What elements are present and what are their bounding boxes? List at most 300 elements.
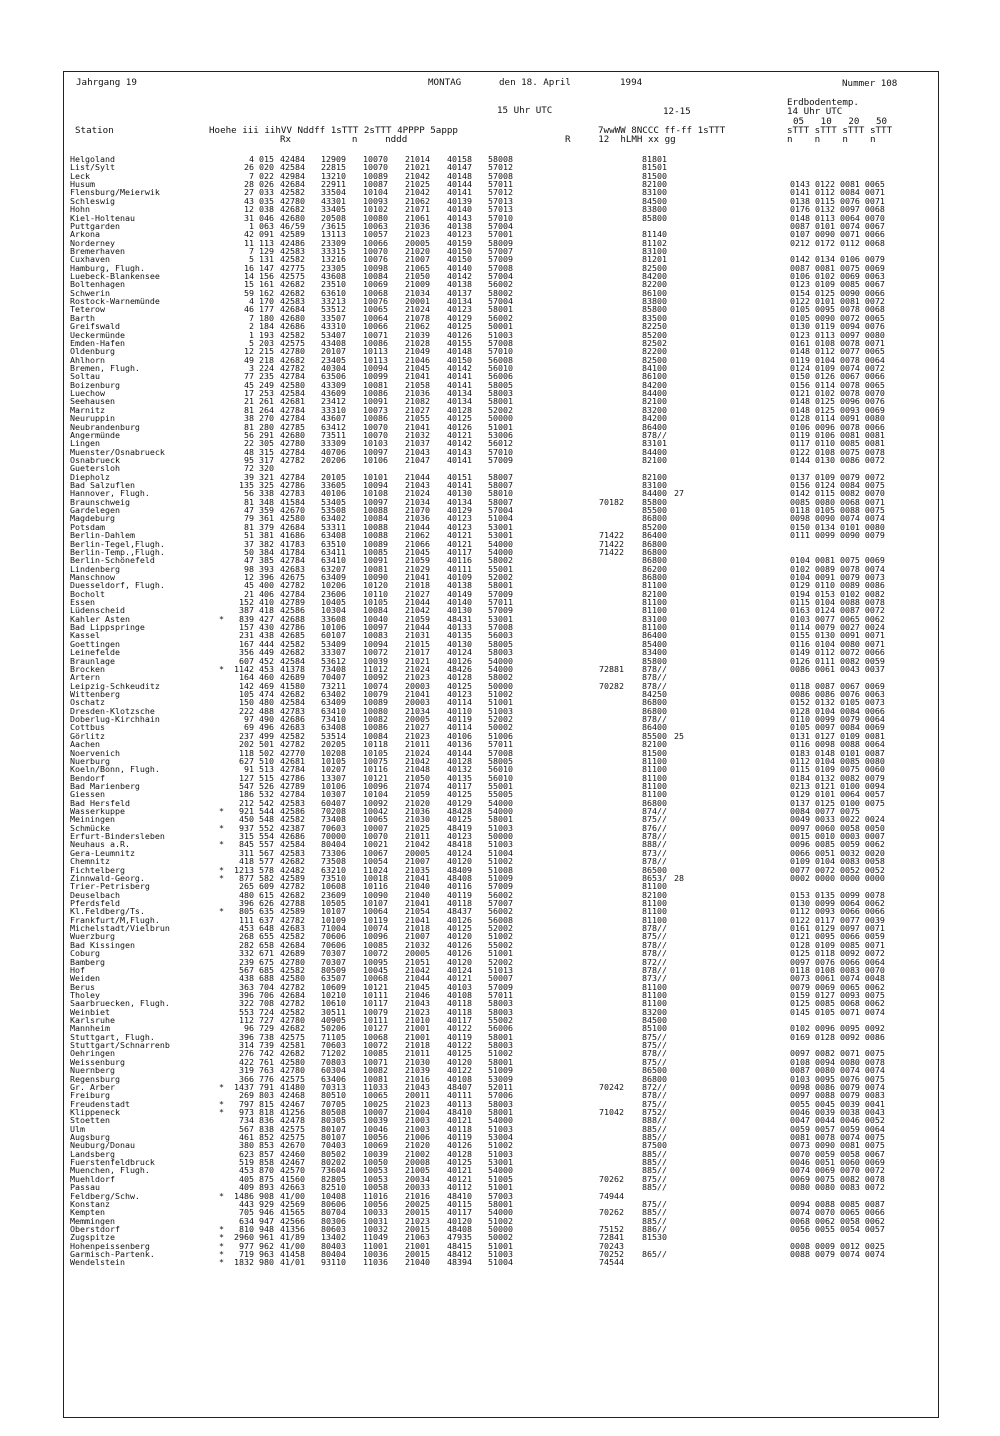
cell-ez: 0073 0061 0074 0048 bbox=[790, 973, 885, 984]
cell-name: Koeln/Bonn, Flugh. bbox=[70, 764, 160, 775]
cell-hoehe: 387 bbox=[239, 605, 254, 616]
cell-s1: 10102 bbox=[363, 204, 388, 215]
cell-iihvv: 41/01 bbox=[280, 1257, 305, 1268]
cell-hoehe: 1213 bbox=[234, 864, 254, 875]
cell-s1: 10068 bbox=[363, 1031, 388, 1042]
cell-iihvv: 42780 bbox=[280, 438, 305, 449]
cell-name: Saarbruecken, Flugh. bbox=[70, 998, 170, 1009]
cell-s2: 21040 bbox=[405, 881, 430, 892]
cell-iihvv: 42387 bbox=[280, 822, 305, 833]
cell-name: Bad Lippspringe bbox=[70, 622, 145, 633]
cell-ap: 58007 bbox=[488, 480, 513, 491]
cell-name: Osnabrueck bbox=[70, 454, 120, 465]
cell-name: Memmingen bbox=[70, 1215, 115, 1226]
cell-hoehe: 43 bbox=[244, 195, 254, 206]
cell-nddff: 60407 bbox=[321, 797, 346, 808]
cell-hoehe: 567 bbox=[239, 1123, 254, 1134]
cell-iihvv: 42582 bbox=[280, 814, 305, 825]
cell-ap: 50000 bbox=[488, 680, 513, 691]
cell-s2: 21005 bbox=[405, 1165, 430, 1176]
cell-iihvv: 42689 bbox=[280, 672, 305, 683]
cell-ww: 70182 bbox=[599, 496, 624, 507]
cell-hoehe: 405 bbox=[239, 1173, 254, 1184]
cell-nc: 878// bbox=[642, 831, 667, 842]
cell-iihvv: 42583 bbox=[280, 847, 305, 858]
cell-hoehe: 311 bbox=[239, 847, 254, 858]
cell-hoehe: 1142 bbox=[234, 663, 254, 674]
cell-iii: 317 bbox=[259, 454, 274, 465]
cell-s1: 10089 bbox=[363, 697, 388, 708]
cell-hoehe: 443 bbox=[239, 1198, 254, 1209]
cell-ap: 58001 bbox=[488, 1198, 513, 1209]
cell-ez: 0002 0000 0000 0000 bbox=[790, 872, 885, 883]
cell-s1: 10086 bbox=[363, 722, 388, 733]
cell-s2: 21044 bbox=[405, 597, 430, 608]
cell-nc: 85200 bbox=[642, 329, 667, 340]
cell-ez: 0150 0126 0067 0066 bbox=[790, 371, 885, 382]
cell-mark: * bbox=[219, 872, 224, 883]
cell-nc: 81201 bbox=[642, 254, 667, 265]
cell-name: Emden-Hafen bbox=[70, 337, 125, 348]
cell-nc: 86800 bbox=[642, 571, 667, 582]
cell-s2: 21011 bbox=[405, 1048, 430, 1059]
cell-iii: 857 bbox=[259, 1148, 274, 1159]
cell-mark: * bbox=[219, 1106, 224, 1117]
cell-nc: 85800 bbox=[642, 496, 667, 507]
cell-s1: 10119 bbox=[363, 914, 388, 925]
cell-hoehe: 7 bbox=[249, 170, 254, 181]
cell-name: Mannheim bbox=[70, 1023, 110, 1034]
cell-s2: 21041 bbox=[405, 371, 430, 382]
cell-p4: 40124 bbox=[447, 647, 472, 658]
cell-p4: 40138 bbox=[447, 580, 472, 591]
cell-iihvv: 42780 bbox=[280, 346, 305, 357]
cell-iihvv: 41565 bbox=[280, 1207, 305, 1218]
cell-ap: 57009 bbox=[488, 254, 513, 265]
cell-ap: 53001 bbox=[488, 521, 513, 532]
cell-ap: 57007 bbox=[488, 245, 513, 256]
cell-s1: 10081 bbox=[363, 563, 388, 574]
cell-s1: 11024 bbox=[363, 864, 388, 875]
cell-nddff: 73510 bbox=[321, 872, 346, 883]
cell-p4: 40138 bbox=[447, 279, 472, 290]
cell-hoehe: 21 bbox=[244, 588, 254, 599]
cell-name: Aachen bbox=[70, 739, 100, 750]
cell-nc: 82500 bbox=[642, 262, 667, 273]
cell-iii: 156 bbox=[259, 271, 274, 282]
cell-iii: 131 bbox=[259, 254, 274, 265]
cell-ez: 0056 0055 0054 0057 bbox=[790, 1224, 885, 1234]
cell-iihvv: 42786 bbox=[280, 480, 305, 491]
cell-p4: 40120 bbox=[447, 1056, 472, 1067]
cell-name: Oberstdorf bbox=[70, 1224, 120, 1234]
cell-ap: 58001 bbox=[488, 814, 513, 825]
cell-p4: 40112 bbox=[447, 1182, 472, 1193]
cell-s1: 10076 bbox=[363, 296, 388, 307]
cell-ap: 58002 bbox=[488, 555, 513, 566]
cell-nddff: 63402 bbox=[321, 689, 346, 699]
cell-mark: * bbox=[219, 806, 224, 817]
cell-name: Berus bbox=[70, 981, 95, 992]
cell-nddff: 10610 bbox=[321, 998, 346, 1009]
cell-iihvv: 42682 bbox=[280, 889, 305, 900]
cell-nc: 81100 bbox=[642, 998, 667, 1009]
cell-p4: 40118 bbox=[447, 1123, 472, 1134]
cell-iihvv: 41784 bbox=[280, 546, 305, 557]
cell-hoehe: 50 bbox=[244, 546, 254, 557]
cell-iihvv: 42784 bbox=[280, 588, 305, 599]
cell-p4: 40118 bbox=[447, 998, 472, 1009]
cell-name: Wuerzburg bbox=[70, 931, 115, 942]
cell-nddff: 10207 bbox=[321, 764, 346, 775]
cell-s2: 21046 bbox=[405, 989, 430, 1000]
cell-ww: 72841 bbox=[599, 1232, 624, 1243]
cell-ap: 54000 bbox=[488, 655, 513, 666]
cell-hoehe: 212 bbox=[239, 797, 254, 808]
cell-name: Braunschweig bbox=[70, 496, 130, 507]
cell-ez: 0098 0090 0074 0074 bbox=[790, 513, 885, 524]
cell-ap: 56012 bbox=[488, 438, 513, 449]
cell-name: Gardelegen bbox=[70, 505, 120, 516]
cell-ap: 51003 bbox=[488, 329, 513, 340]
cell-p4: 40126 bbox=[447, 914, 472, 925]
cell-hoehe: 319 bbox=[239, 1065, 254, 1076]
cell-iii: 305 bbox=[259, 438, 274, 449]
cell-nddff: 22911 bbox=[321, 179, 346, 190]
cell-s2: 20034 bbox=[405, 1173, 430, 1184]
cell-s1: 10081 bbox=[363, 379, 388, 390]
cell-iihvv: 42688 bbox=[280, 613, 305, 624]
cell-nddff: 12909 bbox=[321, 154, 346, 164]
cell-iii: 215 bbox=[259, 346, 274, 357]
cell-s1: 10086 bbox=[363, 413, 388, 424]
cell-iii: 708 bbox=[259, 998, 274, 1009]
cell-hoehe: 22 bbox=[244, 438, 254, 449]
cell-hoehe: 797 bbox=[239, 1098, 254, 1109]
cell-iii: 637 bbox=[259, 914, 274, 925]
cell-s1: 10025 bbox=[363, 1098, 388, 1109]
cell-p4: 40136 bbox=[447, 739, 472, 750]
cell-iihvv: 42782 bbox=[280, 981, 305, 992]
cell-hoehe: 47 bbox=[244, 555, 254, 566]
cell-ap: 57008 bbox=[488, 170, 513, 181]
cell-p4: 40128 bbox=[447, 404, 472, 415]
cell-p4: 40138 bbox=[447, 220, 472, 231]
cell-hoehe: 239 bbox=[239, 956, 254, 967]
cell-s1: 10089 bbox=[363, 538, 388, 549]
cell-nc: 81100 bbox=[642, 780, 667, 791]
cell-ap: 58001 bbox=[488, 304, 513, 315]
cell-nddff: 73211 bbox=[321, 680, 346, 691]
cell-iii: 490 bbox=[259, 714, 274, 725]
cell-ez: 0105 0090 0072 0065 bbox=[790, 312, 885, 323]
cell-s1: 10053 bbox=[363, 1165, 388, 1176]
cell-ez: 0046 0051 0060 0069 bbox=[790, 1157, 885, 1168]
cell-ap: 50000 bbox=[488, 831, 513, 842]
cell-ez: 0084 0077 0075 bbox=[790, 806, 860, 817]
cell-nc: 86500 bbox=[642, 864, 667, 875]
cell-iii: 063 bbox=[259, 220, 274, 231]
cell-name: Muehldorf bbox=[70, 1173, 115, 1184]
cell-nddff: 53405 bbox=[321, 496, 346, 507]
cell-hoehe: 39 bbox=[244, 471, 254, 482]
cell-s2: 21047 bbox=[405, 454, 430, 465]
cell-nc: 84500 bbox=[642, 1015, 667, 1026]
cell-name: Diepholz bbox=[70, 471, 110, 482]
cell-s2: 21044 bbox=[405, 521, 430, 532]
soil-temp-utc: 14 Uhr UTC bbox=[787, 106, 843, 117]
cell-name: Pferdsfeld bbox=[70, 897, 120, 908]
cell-nddff: 71004 bbox=[321, 923, 346, 934]
cell-name: Feldberg/Schw. bbox=[70, 1190, 140, 1201]
cell-nc: 81100 bbox=[642, 981, 667, 992]
cell-nc: 85800 bbox=[642, 212, 667, 223]
cell-iii: 908 bbox=[259, 1190, 274, 1201]
cell-ap: 51006 bbox=[488, 730, 513, 741]
cell-nc: 82100 bbox=[642, 471, 667, 482]
cell-hoehe: 157 bbox=[239, 622, 254, 633]
cell-s2: 21036 bbox=[405, 220, 430, 231]
cell-s2: 21014 bbox=[405, 154, 430, 164]
cell-s1: 10111 bbox=[363, 1015, 388, 1026]
cell-iihvv: 42784 bbox=[280, 471, 305, 482]
cell-ez: 0087 0101 0074 0067 bbox=[790, 220, 885, 231]
cell-nc: 87500 bbox=[642, 1140, 667, 1151]
cell-hoehe: 380 bbox=[239, 1140, 254, 1151]
cell-ez: 0049 0033 0022 0024 bbox=[790, 814, 885, 825]
cell-s2: 21043 bbox=[405, 446, 430, 457]
cell-name: Frankfurt/M,Flugh. bbox=[70, 914, 160, 925]
cell-hoehe: 418 bbox=[239, 856, 254, 867]
cell-name: Nuerburg bbox=[70, 755, 110, 766]
cell-iihvv: 42589 bbox=[280, 229, 305, 240]
cell-ez: 0087 0081 0075 0069 bbox=[790, 262, 885, 273]
cell-iii: 033 bbox=[259, 187, 274, 198]
cell-iii: 727 bbox=[259, 1015, 274, 1026]
cell-s2: 21020 bbox=[405, 245, 430, 256]
cell-ez: 0102 0096 0095 0092 bbox=[790, 1023, 885, 1034]
cell-ap: 51008 bbox=[488, 864, 513, 875]
cell-iihvv: 42782 bbox=[280, 580, 305, 591]
cell-s2: 21030 bbox=[405, 1056, 430, 1067]
cell-nc: 85800 bbox=[642, 304, 667, 315]
cell-s2: 21001 bbox=[405, 1031, 430, 1042]
cell-hoehe: 519 bbox=[239, 1157, 254, 1168]
cell-nc: 81100 bbox=[642, 881, 667, 892]
cell-ez: 0073 0090 0081 0075 bbox=[790, 1140, 885, 1151]
cell-nddff: 10105 bbox=[321, 755, 346, 766]
cell-nc: 86400 bbox=[642, 530, 667, 541]
cell-ez: 0059 0057 0059 0064 bbox=[790, 1123, 885, 1134]
cell-nc: 81100 bbox=[642, 906, 667, 917]
cell-ez: 0143 0122 0081 0065 bbox=[790, 179, 885, 190]
cell-ez: 0066 0051 0032 0020 bbox=[790, 847, 885, 858]
cell-name: Guetersloh bbox=[70, 463, 120, 474]
cell-iihvv: 42586 bbox=[280, 605, 305, 616]
cell-ez: 0148 0125 0093 0069 bbox=[790, 404, 885, 415]
cell-ez: 0183 0148 0101 0087 bbox=[790, 747, 885, 758]
cell-ez: 0105 0097 0084 0069 bbox=[790, 722, 885, 733]
cell-hoehe: 105 bbox=[239, 689, 254, 699]
cell-s1: 10054 bbox=[363, 856, 388, 867]
cell-hoehe: 7 bbox=[249, 245, 254, 256]
cell-p4: 40120 bbox=[447, 856, 472, 867]
cell-nc: 86800 bbox=[642, 555, 667, 566]
cell-ez: 0103 0095 0076 0075 bbox=[790, 1073, 885, 1084]
cell-ap: 58010 bbox=[488, 488, 513, 499]
cell-mark: * bbox=[219, 1081, 224, 1092]
cell-iii: 502 bbox=[259, 747, 274, 758]
cell-p4: 40128 bbox=[447, 1148, 472, 1159]
cell-nc: 885// bbox=[642, 1148, 667, 1159]
cell-iihvv: 42583 bbox=[280, 296, 305, 307]
table-row bbox=[70, 456, 932, 464]
cell-s1: 11036 bbox=[363, 1257, 388, 1268]
cell-s2: 21041 bbox=[405, 421, 430, 432]
cell-ap: 57009 bbox=[488, 588, 513, 599]
cell-s1: 10080 bbox=[363, 705, 388, 716]
cell-nddff: 23609 bbox=[321, 889, 346, 900]
cell-ap: 57012 bbox=[488, 187, 513, 198]
cell-name: Lüdenscheid bbox=[70, 605, 125, 616]
cell-s2: 21020 bbox=[405, 1140, 430, 1151]
cell-p4: 40123 bbox=[447, 689, 472, 699]
cell-nddff: 70606 bbox=[321, 939, 346, 950]
cell-p4: 40122 bbox=[447, 1065, 472, 1076]
cell-ez: 0116 0104 0080 0071 bbox=[790, 638, 885, 649]
cell-ez: 0109 0104 0083 0058 bbox=[790, 856, 885, 867]
cell-iihvv: 42584 bbox=[280, 839, 305, 850]
cell-nddff: 63610 bbox=[321, 287, 346, 298]
cell-name: Gr. Arber bbox=[70, 1081, 115, 1092]
cell-hoehe: 77 bbox=[244, 371, 254, 382]
cell-p4: 40149 bbox=[447, 588, 472, 599]
cell-iihvv: 41356 bbox=[280, 1224, 305, 1234]
cell-hoehe: 839 bbox=[239, 613, 254, 624]
cell-nc: 878// bbox=[642, 948, 667, 959]
cell-name: Hannover, Flugh. bbox=[70, 488, 150, 499]
cell-ap: 57004 bbox=[488, 220, 513, 231]
cell-s2: 21044 bbox=[405, 622, 430, 633]
cell-iihvv: 42663 bbox=[280, 1182, 305, 1193]
cell-name: Bamberg bbox=[70, 956, 105, 967]
cell-p4: 40119 bbox=[447, 1031, 472, 1042]
cell-ap: 58005 bbox=[488, 638, 513, 649]
cell-nddff: 43309 bbox=[321, 379, 346, 390]
cell-s1: 10105 bbox=[363, 597, 388, 608]
cell-hoehe: 480 bbox=[239, 889, 254, 900]
cell-p4: 40108 bbox=[447, 1073, 472, 1084]
cell-nddff: 33213 bbox=[321, 296, 346, 307]
cell-iii: 980 bbox=[259, 1257, 274, 1268]
cell-iii: 963 bbox=[259, 1249, 274, 1260]
cell-s2: 21023 bbox=[405, 672, 430, 683]
cell-name: Weissenburg bbox=[70, 1056, 125, 1067]
cell-name: Michelstadt/Vielbrun bbox=[70, 923, 170, 934]
cell-iii: 852 bbox=[259, 1132, 274, 1143]
cell-s1: 10067 bbox=[363, 847, 388, 858]
cell-nc: 875// bbox=[642, 1056, 667, 1067]
cell-ez: 0047 0044 0046 0052 bbox=[790, 1115, 885, 1126]
cell-s1: 10094 bbox=[363, 480, 388, 491]
cell-name: Luebeck-Blankensee bbox=[70, 271, 160, 282]
cell-iihvv: 42786 bbox=[280, 622, 305, 633]
cell-iihvv: 42670 bbox=[280, 505, 305, 516]
cell-nddff: 70403 bbox=[321, 1140, 346, 1151]
cell-iihvv: 42682 bbox=[280, 1048, 305, 1059]
cell-ez: 0117 0110 0085 0081 bbox=[790, 438, 885, 449]
cell-p4: 40111 bbox=[447, 563, 472, 574]
cell-iihvv: 42584 bbox=[280, 162, 305, 173]
cell-s2: 21023 bbox=[405, 1215, 430, 1226]
cell-iihvv: 42784 bbox=[280, 789, 305, 800]
cell-s1: 10095 bbox=[363, 956, 388, 967]
cell-iihvv: 42582 bbox=[280, 931, 305, 942]
cell-iihvv: 42689 bbox=[280, 948, 305, 959]
cell-nc: 83400 bbox=[642, 647, 667, 658]
cell-iihvv: 42575 bbox=[280, 1123, 305, 1134]
cell-s2: 21004 bbox=[405, 1106, 430, 1117]
cell-ap: 58003 bbox=[488, 1098, 513, 1109]
cell-p4: 40121 bbox=[447, 1173, 472, 1184]
cell-p4: 40130 bbox=[447, 638, 472, 649]
cell-ez: 0148 0113 0064 0070 bbox=[790, 212, 885, 223]
cell-iihvv: 42682 bbox=[280, 647, 305, 658]
cell-s1: 10086 bbox=[363, 388, 388, 399]
cell-name: Landsberg bbox=[70, 1148, 115, 1159]
cell-name: Braunlage bbox=[70, 655, 115, 666]
cell-iihvv: 42582 bbox=[280, 187, 305, 198]
cell-hoehe: 59 bbox=[244, 287, 254, 298]
cell-p4: 40106 bbox=[447, 730, 472, 741]
cell-p4: 40133 bbox=[447, 622, 472, 633]
cell-iii: 532 bbox=[259, 789, 274, 800]
cell-s2: 21043 bbox=[405, 1081, 430, 1092]
cell-ww: 70252 bbox=[599, 1249, 624, 1260]
cell-s1: 10094 bbox=[363, 638, 388, 649]
cell-name: Luechow bbox=[70, 388, 105, 399]
cell-ap: 54000 bbox=[488, 1207, 513, 1218]
cell-iii: 567 bbox=[259, 847, 274, 858]
cell-iii: 803 bbox=[259, 1090, 274, 1101]
cell-ez: 0112 0104 0085 0080 bbox=[790, 755, 885, 766]
cell-iii: 321 bbox=[259, 471, 274, 482]
cell-nc: 875// bbox=[642, 1098, 667, 1109]
cell-iihvv: 42575 bbox=[280, 337, 305, 348]
cell-s2: 20011 bbox=[405, 1090, 430, 1101]
cell-hoehe: 49 bbox=[244, 354, 254, 365]
column-headings-soil: sTTT sTTT sTTT sTTT bbox=[787, 125, 893, 136]
cell-ap: 56010 bbox=[488, 362, 513, 373]
cell-nddff: 10109 bbox=[321, 914, 346, 925]
cell-iii: 929 bbox=[259, 1198, 274, 1209]
cell-hoehe: 4 bbox=[249, 296, 254, 307]
cell-iii: 893 bbox=[259, 1182, 274, 1193]
cell-s1: 10091 bbox=[363, 555, 388, 566]
cell-ap: 53001 bbox=[488, 530, 513, 541]
cell-s2: 21001 bbox=[405, 1023, 430, 1034]
cell-s2: 21002 bbox=[405, 1148, 430, 1159]
cell-hoehe: 81 bbox=[244, 521, 254, 532]
cell-nddff: 70603 bbox=[321, 822, 346, 833]
cell-hoehe: 45 bbox=[244, 379, 254, 390]
cell-iii: 961 bbox=[259, 1232, 274, 1243]
cell-nddff: 23405 bbox=[321, 354, 346, 365]
cell-name: Wendelstein bbox=[70, 1257, 125, 1268]
cell-nc: 86400 bbox=[642, 630, 667, 641]
cell-s2: 21007 bbox=[405, 931, 430, 942]
cell-s1: 10084 bbox=[363, 513, 388, 524]
